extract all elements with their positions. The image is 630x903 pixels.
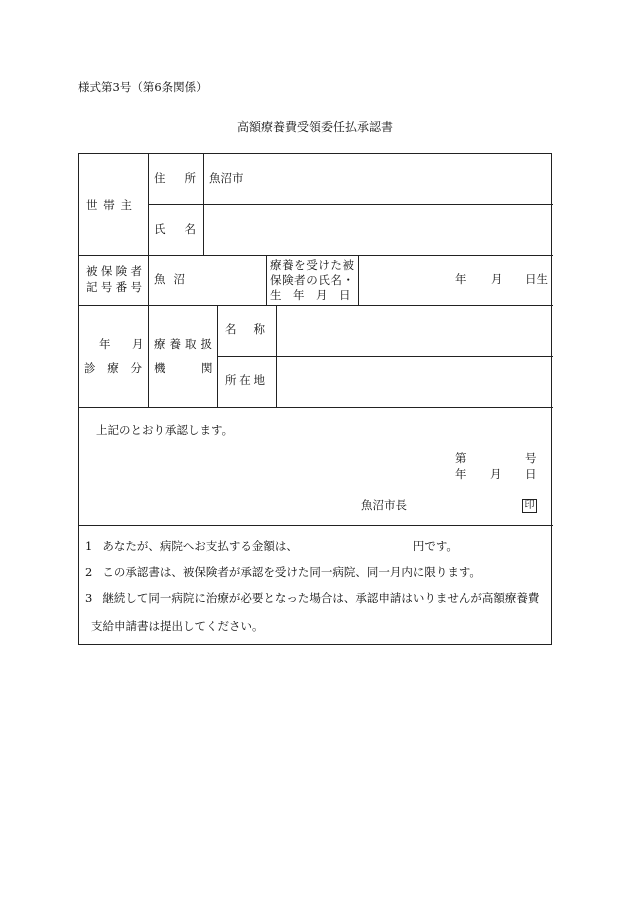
note-text-suffix: 円です。 [412,539,458,553]
document-title: 高額療養費受領委任払承認書 [236,120,393,134]
note-number: 1 [85,539,93,553]
note-number: 2 [85,565,93,579]
note-text: あなたが、病院へお支払する金額は、 [102,539,298,553]
birth-day-unit: 日生 [525,272,548,286]
insured-number-label-line1: 被保険者 [86,264,142,278]
approval-month-unit: 月 [490,467,502,481]
birth-year-unit: 年 [455,272,467,286]
divider [79,255,553,256]
period-month-unit: 月 [132,337,144,351]
approval-number-prefix: 第 [455,451,467,465]
institution-name-field[interactable] [282,310,550,350]
note-item [91,621,264,633]
note-text: この承認書は、被保険者が承認を受けた同一病院、同一月内に限ります。 [102,565,481,579]
institution-location-field[interactable] [282,361,550,401]
divider [276,305,277,407]
approval-statement: 上記のとおり承認します。 [96,423,234,437]
patient-label-line1: 療養を受けた被 [270,258,354,272]
approval-form [78,153,552,645]
note-item [85,593,539,605]
divider [266,255,267,305]
period-year-unit: 年 [99,337,111,351]
note-text: 継続して同一病院に治療が必要となった場合は、承認申請はいりませんが高額療養費 [102,591,540,605]
divider [358,255,359,305]
address-label: 住所 [154,171,196,185]
issuer-name: 魚沼市長 [361,498,407,512]
divider [79,407,553,408]
note-number: 3 [85,591,93,605]
divider [217,356,553,357]
address-value[interactable]: 魚沼市 [209,171,244,185]
divider [148,204,553,205]
insured-number-prefix[interactable]: 魚沼 [154,272,193,286]
note-text: 支給申請書は提出してください。 [91,619,264,633]
approval-year-unit: 年 [455,467,467,481]
divider [79,525,553,526]
divider [148,154,149,407]
patient-label-line2: 保険者の氏名・ [270,273,354,287]
name-label: 氏名 [154,222,196,236]
note-item [85,567,481,579]
approval-number-suffix: 号 [525,451,537,465]
note-item [85,541,458,553]
institution-label-line1: 療養取扱 [154,337,212,351]
birth-month-unit: 月 [491,272,503,286]
household-head-label: 世帯主 [86,198,132,212]
institution-location-label: 所在地 [225,373,265,387]
divider [217,305,218,407]
name-field[interactable] [209,210,549,250]
patient-label-line3: 生 年 月 日 [270,288,351,302]
seal-stamp: 印 [522,499,537,513]
institution-label-line2a: 機 [154,361,166,375]
divider [203,154,204,255]
form-number-label: 様式第3号（第6条関係） [78,80,208,94]
approval-day-unit: 日 [525,467,537,481]
insured-number-label-line2: 記号番号 [86,280,142,294]
divider [79,305,553,306]
treatment-period-label: 診療分 [84,361,142,375]
institution-label-line2b: 関 [201,361,213,375]
institution-name-label: 名称 [225,322,265,336]
